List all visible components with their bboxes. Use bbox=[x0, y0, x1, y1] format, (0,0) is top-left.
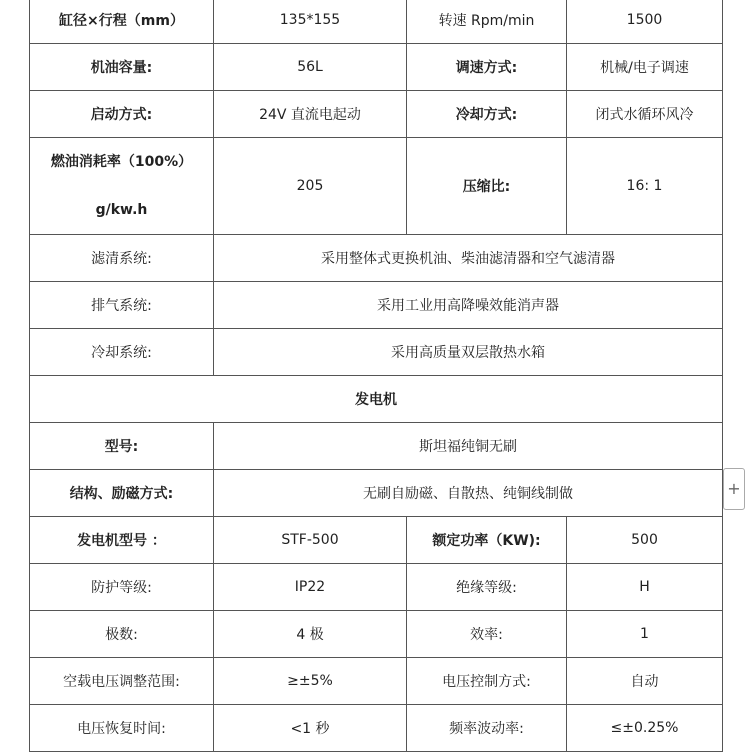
table-row bbox=[30, 282, 723, 329]
compression-label: 压缩比: bbox=[407, 138, 567, 235]
cooling-mode-value: 闭式水循环风冷 bbox=[567, 91, 723, 138]
table-row bbox=[30, 44, 723, 91]
cooling-mode-label: 冷却方式: bbox=[407, 91, 567, 138]
speed-label: 转速 Rpm/min bbox=[407, 0, 567, 44]
table-row bbox=[30, 138, 723, 235]
noload-voltage-label: 空载电压调整范围: bbox=[30, 658, 214, 705]
voltage-control-value: 自动 bbox=[567, 658, 723, 705]
exhaust-value: 采用工业用高降噪效能消声器 bbox=[214, 282, 723, 329]
fuel-consumption-label bbox=[30, 138, 214, 235]
table-row bbox=[30, 470, 723, 517]
excitation-value: 无刷自励磁、自散热、纯铜线制做 bbox=[214, 470, 723, 517]
table-row bbox=[30, 91, 723, 138]
generator-section-title: 发电机 bbox=[30, 376, 723, 423]
poles-value: 4 极 bbox=[214, 611, 407, 658]
gen-model-value: STF-500 bbox=[214, 517, 407, 564]
fuel-consumption-value: 205 bbox=[214, 138, 407, 235]
table-row bbox=[30, 329, 723, 376]
insulation-label: 绝缘等级: bbox=[407, 564, 567, 611]
filter-value: 采用整体式更换机油、柴油滤清器和空气滤清器 bbox=[214, 235, 723, 282]
cooling-system-label: 冷却系统: bbox=[30, 329, 214, 376]
spec-table bbox=[29, 0, 723, 752]
table-row bbox=[30, 0, 723, 44]
compression-value: 16: 1 bbox=[567, 138, 723, 235]
table-row bbox=[30, 611, 723, 658]
frequency-fluctuation-value: ≤±0.25% bbox=[567, 705, 723, 752]
table-row bbox=[30, 376, 723, 423]
governor-label: 调速方式: bbox=[407, 44, 567, 91]
protection-label: 防护等级: bbox=[30, 564, 214, 611]
bore-stroke-label: 缸径×行程（mm） bbox=[30, 0, 214, 44]
start-label: 启动方式: bbox=[30, 91, 214, 138]
model-type-value: 斯坦福纯铜无刷 bbox=[214, 423, 723, 470]
protection-value: IP22 bbox=[214, 564, 407, 611]
governor-value: 机械/电子调速 bbox=[567, 44, 723, 91]
table-row bbox=[30, 705, 723, 752]
voltage-recovery-label: 电压恢复时间: bbox=[30, 705, 214, 752]
fuel-consumption-label-line1: 燃油消耗率（100%） bbox=[50, 154, 193, 170]
table-row bbox=[30, 423, 723, 470]
filter-label: 滤清系统: bbox=[30, 235, 214, 282]
efficiency-label: 效率: bbox=[407, 611, 567, 658]
rated-power-label: 额定功率（KW): bbox=[407, 517, 567, 564]
noload-voltage-value: ≥±5% bbox=[214, 658, 407, 705]
bore-stroke-value: 135*155 bbox=[214, 0, 407, 44]
table-row bbox=[30, 235, 723, 282]
table-row bbox=[30, 517, 723, 564]
table-row bbox=[30, 658, 723, 705]
cooling-system-value: 采用高质量双层散热水箱 bbox=[214, 329, 723, 376]
table-row bbox=[30, 564, 723, 611]
exhaust-label: 排气系统: bbox=[30, 282, 214, 329]
start-value: 24V 直流电起动 bbox=[214, 91, 407, 138]
voltage-control-label: 电压控制方式: bbox=[407, 658, 567, 705]
efficiency-value: 1 bbox=[567, 611, 723, 658]
poles-label: 极数: bbox=[30, 611, 214, 658]
voltage-recovery-value: <1 秒 bbox=[214, 705, 407, 752]
oil-capacity-value: 56L bbox=[214, 44, 407, 91]
speed-value: 1500 bbox=[567, 0, 723, 44]
oil-capacity-label: 机油容量: bbox=[30, 44, 214, 91]
gen-model-label: 发电机型号 ： bbox=[30, 517, 214, 564]
fuel-consumption-label-line2: g/kw.h bbox=[95, 202, 148, 218]
model-type-label: 型号: bbox=[30, 423, 214, 470]
rated-power-value: 500 bbox=[567, 517, 723, 564]
add-button[interactable]: + bbox=[723, 468, 745, 510]
frequency-fluctuation-label: 频率波动率: bbox=[407, 705, 567, 752]
excitation-label: 结构、励磁方式: bbox=[30, 470, 214, 517]
insulation-value: H bbox=[567, 564, 723, 611]
